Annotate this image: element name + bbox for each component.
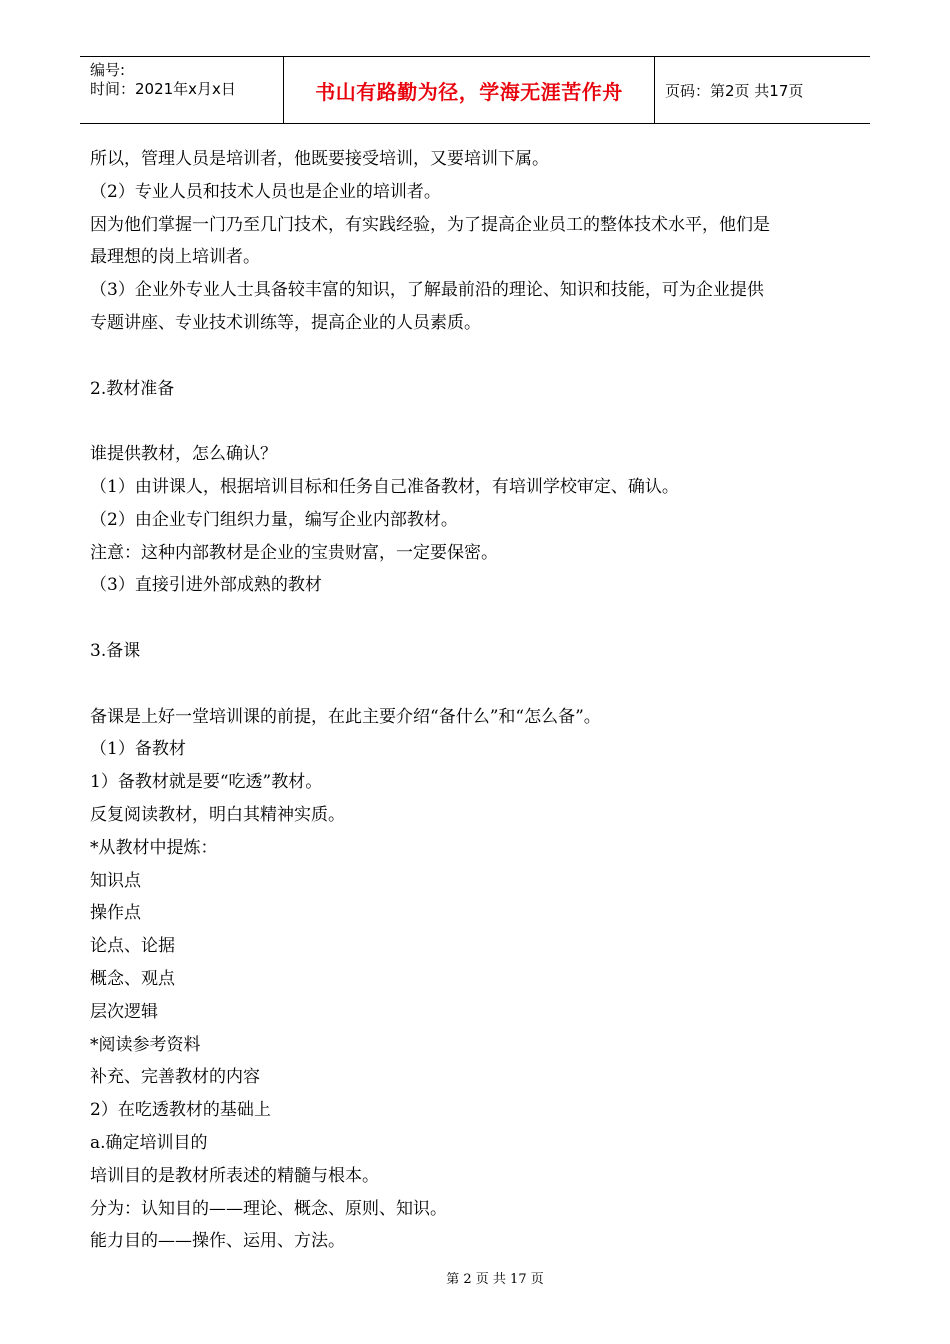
body-line: 最理想的岗上培训者。: [90, 247, 260, 268]
body-line: 2.教材准备: [90, 378, 175, 399]
page-header: [80, 56, 870, 124]
blank-line: [90, 340, 860, 373]
header-motto: 书山有路勤为径，学海无涯苦作舟: [283, 57, 655, 123]
body-line: 能力目的——操作、运用、方法。: [90, 1231, 345, 1252]
body-line: 概念、观点: [90, 968, 175, 989]
document-time: 时间：2021年x月x日: [90, 80, 236, 98]
body-line: 备课是上好一堂培训课的前提，在此主要介绍“备什么”和“怎么备”。: [90, 706, 601, 727]
body-line: 操作点: [90, 903, 141, 924]
body-line: 谁提供教材，怎么确认？: [90, 444, 277, 465]
body-line: 1）备教材就是要“吃透”教材。: [90, 772, 323, 793]
body-line: 2）在吃透教材的基础上: [90, 1100, 271, 1121]
body-line: 所以，管理人员是培训者，他既要接受培训，又要培训下属。: [90, 149, 549, 169]
body-line: 分为：认知目的——理论、概念、原则、知识。: [90, 1198, 447, 1219]
blank-line: [90, 602, 860, 635]
body-line: 因为他们掌握一门乃至几门技术，有实践经验，为了提高企业员工的整体技术水平，他们是: [90, 214, 770, 235]
body-line: 3.备课: [90, 640, 141, 661]
body-line: *从教材中提炼：: [90, 837, 218, 858]
body-line: 论点、论据: [90, 936, 175, 957]
body-line: 培训目的是教材所表述的精髓与根本。: [90, 1165, 379, 1186]
body-line: （1）由讲课人，根据培训目标和任务自己准备教材，有培训学校审定、确认。: [90, 476, 679, 497]
body-line: *阅读参考资料: [90, 1034, 201, 1055]
document-code-label: 编号:: [90, 61, 126, 79]
body-line: （2）由企业专门组织力量，编写企业内部教材。: [90, 509, 458, 530]
blank-line: [90, 668, 860, 701]
page-footer: 第 2 页 共 17 页: [446, 1272, 544, 1287]
body-line: a.确定培训目的: [90, 1132, 208, 1153]
header-page-info: 页码：第2页 共17页: [665, 81, 804, 100]
body-line: （3）企业外专业人士具备较丰富的知识，了解最前沿的理论、知识和技能，可为企业提供: [90, 280, 764, 301]
body-line: 专题讲座、专业技术训练等，提高企业的人员素质。: [90, 312, 481, 333]
body-line: （1）备教材: [90, 739, 186, 760]
header-meta: [80, 57, 283, 123]
body-line: （2）专业人员和技术人员也是企业的培训者。: [90, 181, 441, 202]
blank-line: [90, 405, 860, 438]
body-line: 知识点: [90, 870, 141, 891]
body-line: 层次逻辑: [90, 1001, 158, 1022]
body-line: 补充、完善教材的内容: [90, 1067, 260, 1088]
body-line: 反复阅读教材，明白其精神实质。: [90, 804, 345, 825]
body-line: （3）直接引进外部成熟的教材: [90, 575, 322, 596]
body-line: 注意：这种内部教材是企业的宝贵财富，一定要保密。: [90, 542, 498, 563]
document-body: [90, 143, 860, 1258]
